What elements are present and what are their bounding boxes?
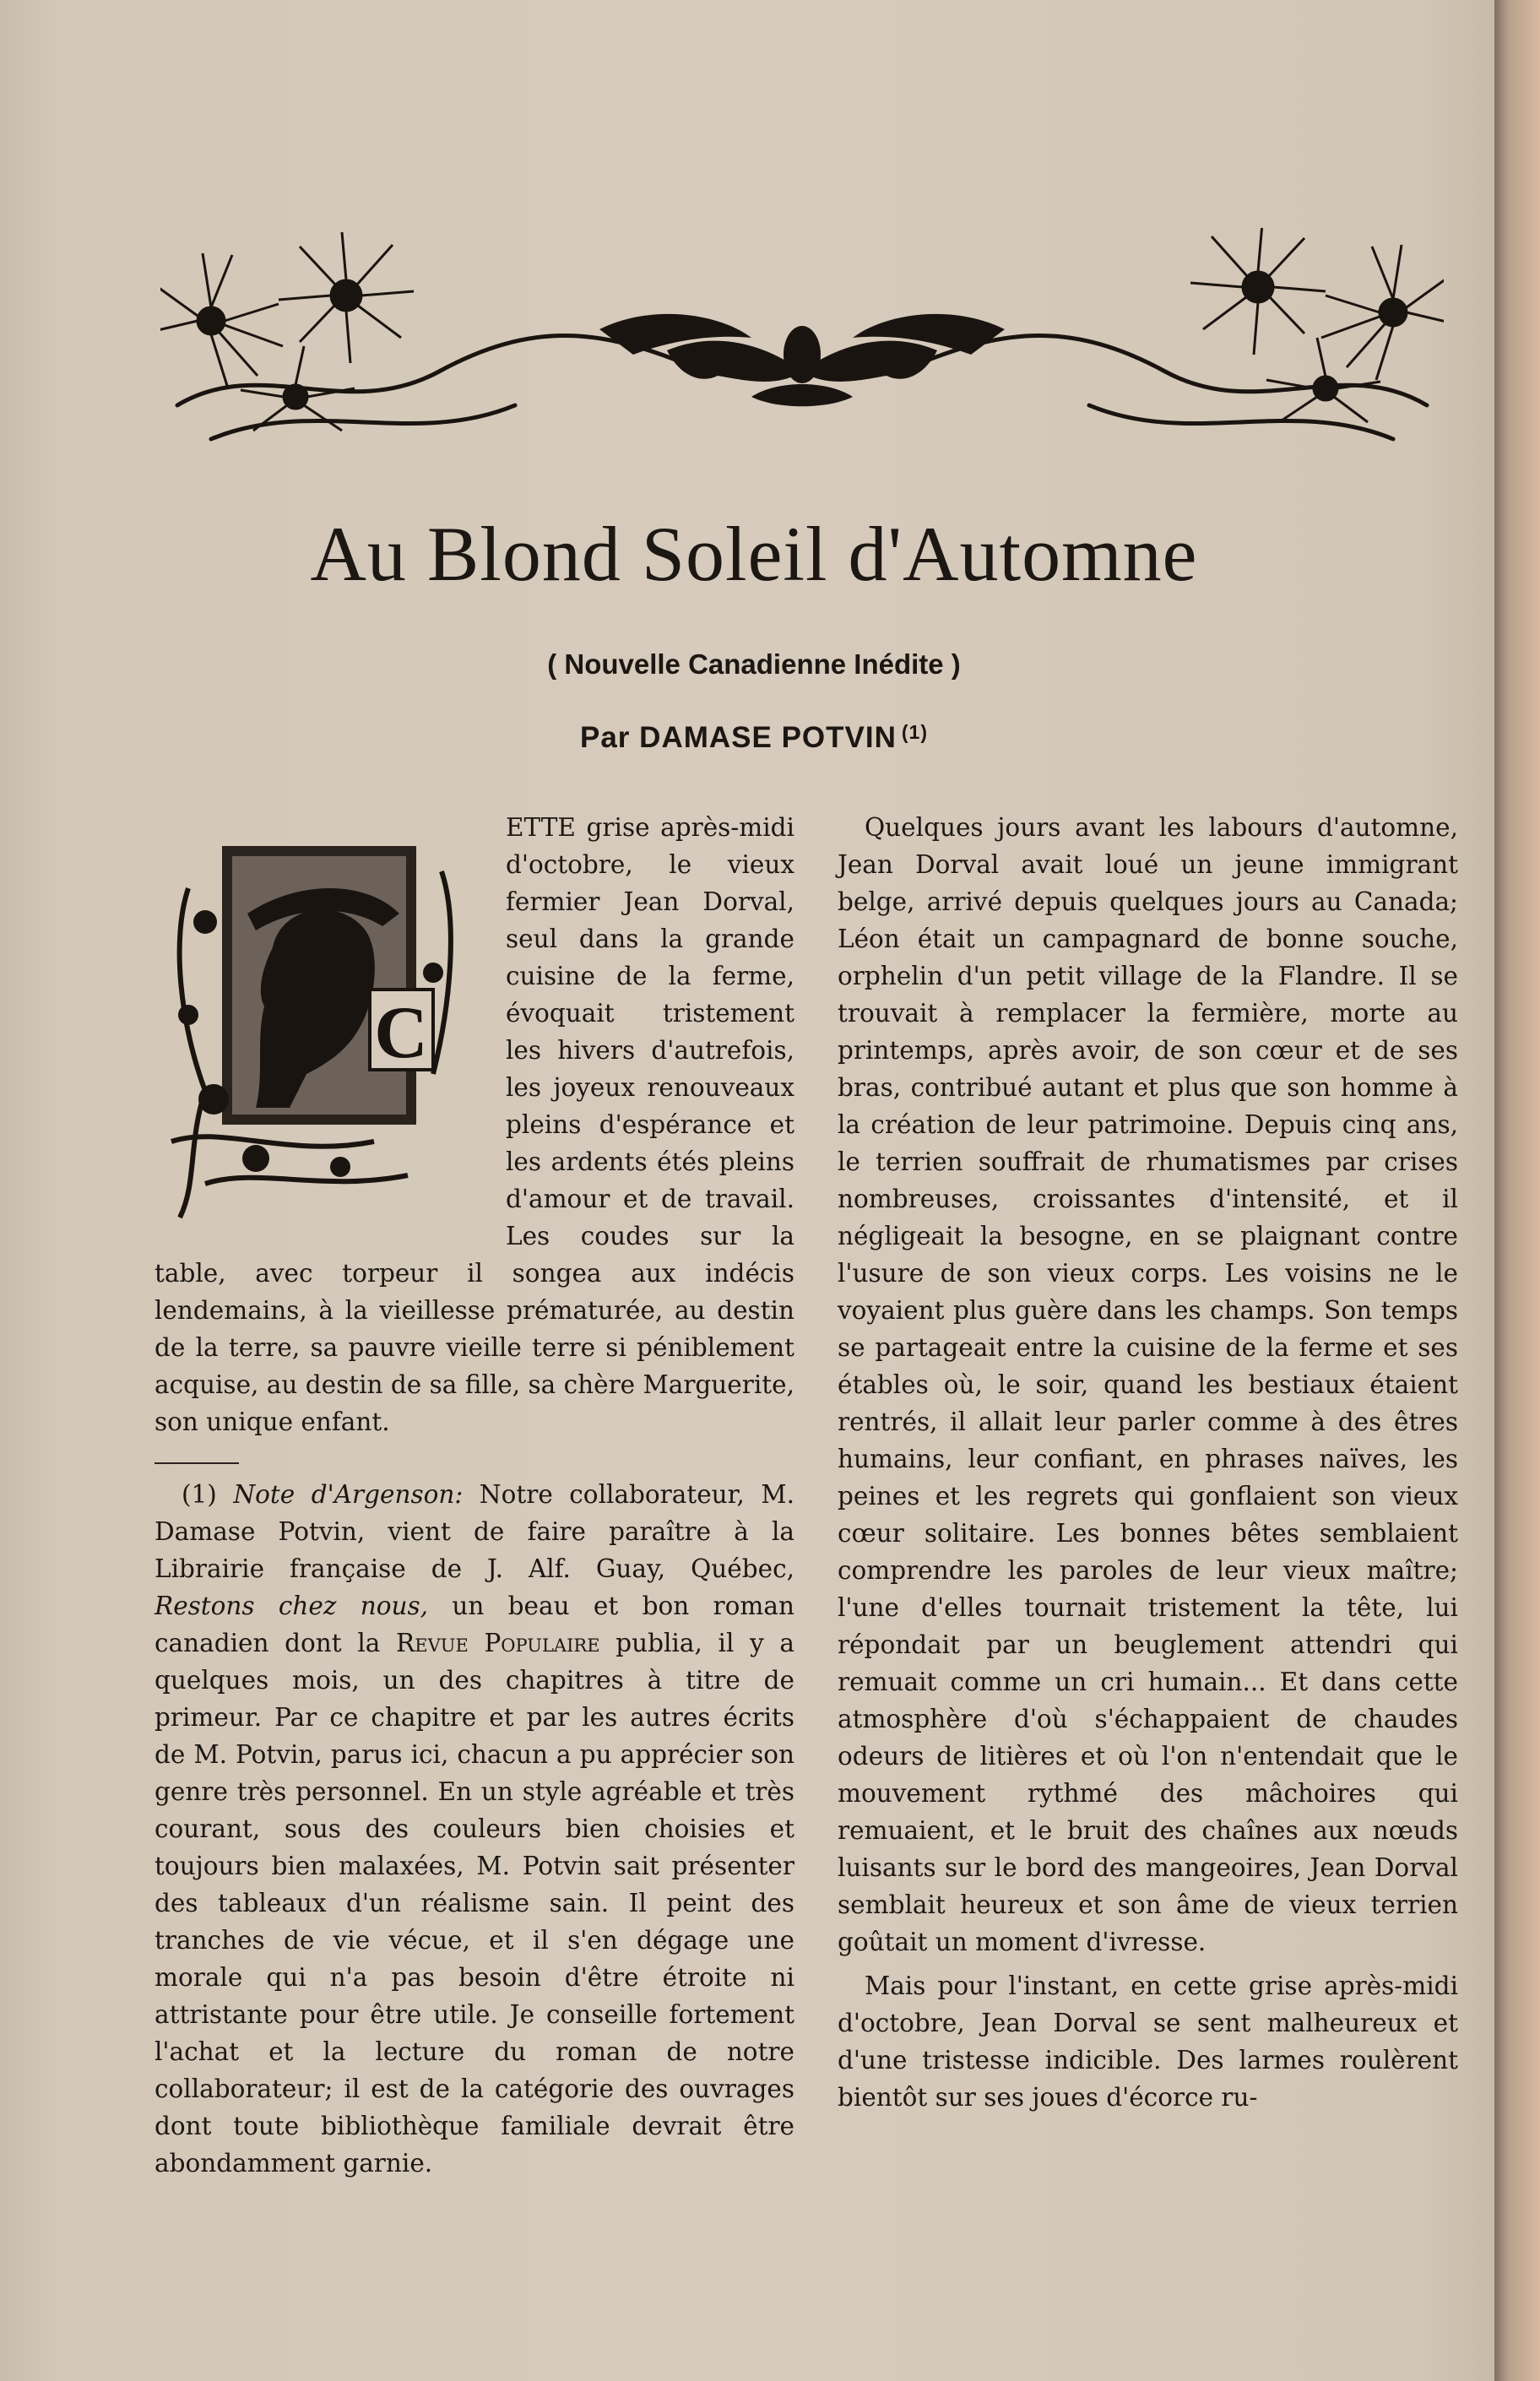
right-column <box>838 809 1458 2116</box>
floral-banner-ornament <box>160 228 1444 464</box>
note-text-2: un beau et bon roman canadien dont la <box>155 1592 794 1657</box>
note-title: Note d'Argenson: <box>233 1480 464 1509</box>
byline <box>0 721 1508 755</box>
note-marker: (1) <box>182 1480 217 1509</box>
article-title: Au Blond Soleil d'Automne <box>310 511 1198 597</box>
left-column <box>155 809 794 2182</box>
body-paragraph-2: Mais pour l'instant, en cette grise après-midi d'octobre, Jean Dorval se sent malheureux et d'une tristesse indicible. Des larmes roulèrent bientôt sur ses joues d'écorce ru- <box>838 1972 1458 2112</box>
article-subtitle: ( Nouvelle Canadienne Inédite ) <box>547 648 961 680</box>
footnote <box>155 1476 794 2182</box>
dropcap-letter: C <box>374 992 428 1074</box>
body-paragraph-1: Quelques jours avant les labours d'automne, Jean Dorval avait loué un jeune immigrant belge, arrivé depuis quelques jours au Canada; Léon était un campagnard de bonne souche, orphelin d'un petit village de la Flandre. Il se trouvait à remplacer la fermière, morte au printemps, après avoir, de son cœur et de ses bras, contribué autant et plus que son homme à la création de leur patrimoine. Depuis cinq ans, le terrien souffrait de rhumatismes par crises nombreuses, croissantes d'intensité, et il négligeait la besogne, en se plaignant contre l'usure de son vieux corps. Les voisins ne le voyaient plus guère dans les champs. Son temps se partageait entre la cuisine de la ferme et ses étables où, le soir, quand les bestiaux étaient rentrés, il allait leur parler comme à des êtres humains, leur confiant, en phrases naïves, les peines et les regrets qui gonflaient son vieux cœur solitaire. Les bonnes bêtes semblaient comprendre les paroles de leur vieux maître; l'une d'elles tournait tristement la tête, lui répondait par un beuglement attendri qui remuait comme un cri humain... Et dans cette atmosphère d'où s'échappaient de chaudes odeurs de litières et où l'on n'entendait que le mouvement rythmé des mâchoires qui remuaient, et le bruit des chaînes aux nœuds luisants sur le bord des mangeoires, Jean Dorval semblait heureux et son âme de vieux terrien goûtait un moment d'ivresse. <box>838 813 1458 1956</box>
byline-prefix: Par <box>580 721 631 754</box>
footnote-marker: (1) <box>901 721 928 743</box>
opening-paragraph: ETTE grise après-midi d'octobre, le vieux fermier Jean Dorval, seul dans la grande cuisine de la ferme, évoquait tristement les hivers d'autrefois, les joyeux renouveaux pleins d'espérance et les ardents étés pleins d'amour et de travail. Les coudes sur la table, avec torpeur il songea aux indécis lendemains, à la vieillesse prématurée, au destin de la terre, sa pauvre vieille terre si péniblement acquise, au destin de sa fille, sa chère Marguerite, son unique enfant. <box>155 813 794 1436</box>
footnote-rule <box>155 1462 239 1464</box>
note-text-3: publia, il y a quelques mois, un des chapitres à titre de primeur. Par ce chapitre et par les autres écrits de M. Potvin, parus ici, chacun a pu apprécier son genre très personnel. En un style agréable et très courant, sous des couleurs bien choisies et toujours bien malaxées, M. Potvin sait présenter des tableaux d'un réalisme sain. Il peint des tranches de vie vécue, et il s'en dégage une morale qui n'a pas besoin d'être étroite ni attristante pour être utile. Je conseille fortement l'achat et la lecture du roman de notre collaborateur; il est de la catégorie des ouvrages dont toute bibliothèque familiale devrait être abondamment garnie. <box>155 1629 794 2178</box>
author-name: DAMASE POTVIN <box>639 721 897 754</box>
portrait-initial-ornament <box>155 821 484 1234</box>
magazine-name: Revue Populaire <box>396 1629 600 1657</box>
page-gutter <box>1494 0 1540 2381</box>
book-title: Restons chez nous, <box>155 1592 429 1620</box>
note-text-1: Notre collaborateur, M. Damase Potvin, vient de faire paraître à la Librairie française de J. Alf. Guay, Québec, <box>155 1480 794 1583</box>
decorated-initial <box>155 821 484 1234</box>
